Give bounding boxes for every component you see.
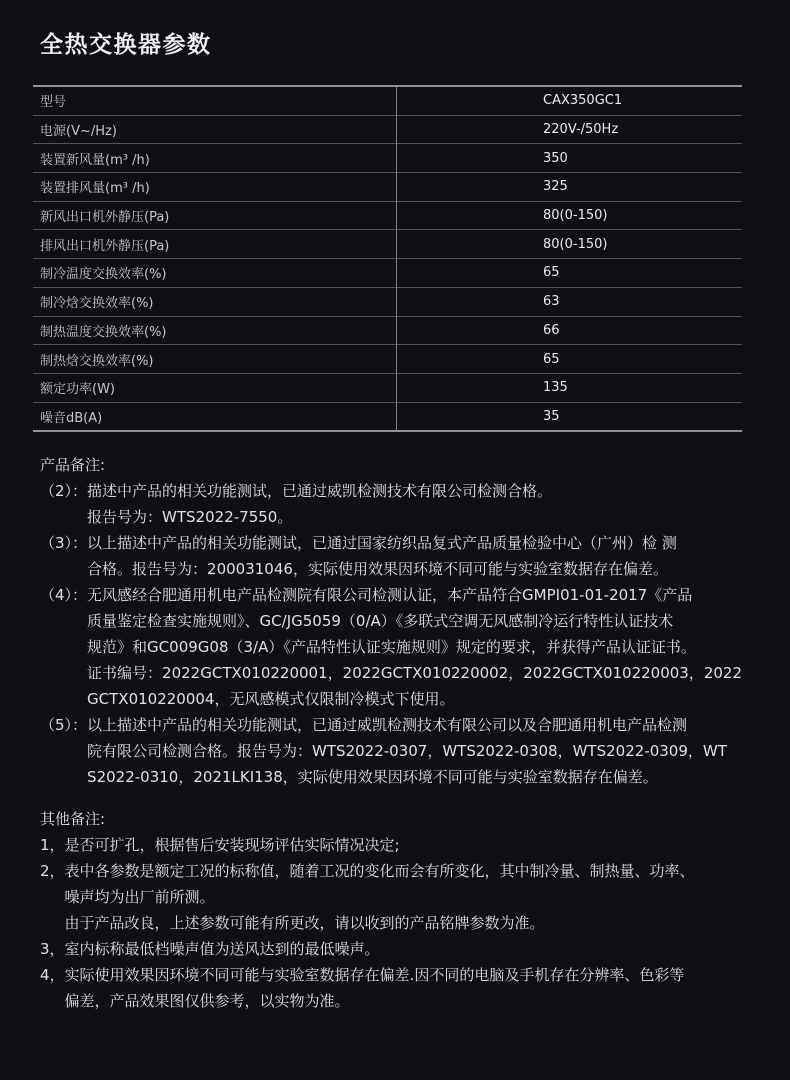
product-note-2 xyxy=(40,478,756,530)
note-number: 2， xyxy=(40,862,65,880)
spec-label: 排风出口机外静压(Pa) xyxy=(40,238,170,254)
note-line: 是否可扩孔，根据售后安装现场评估实际情况决定; xyxy=(64,836,400,854)
product-notes-section xyxy=(40,452,756,790)
note-line: 以上描述中产品的相关功能测试，已通过国家纺织品复式产品质量检验中心（广州）检 测 xyxy=(87,534,677,552)
note-number: 4， xyxy=(40,966,65,984)
spec-label: 制冷焓交换效率(%) xyxy=(40,296,154,312)
spec-value: 80(0-150) xyxy=(543,208,608,224)
note-line: 以上描述中产品的相关功能测试，已通过威凯检测技术有限公司以及合肥通用机电产品检测 xyxy=(87,716,688,734)
table-row xyxy=(33,403,742,431)
note-line: 实际使用效果因环境不同可能与实验室数据存在偏差.因不同的电脑及手机存在分辨率、色彩等 xyxy=(64,966,685,984)
product-note-4 xyxy=(40,582,756,712)
spec-value: 135 xyxy=(543,380,568,396)
table-row xyxy=(33,116,742,145)
table-row xyxy=(33,173,742,202)
spec-value: 325 xyxy=(543,179,568,195)
table-row xyxy=(33,317,742,346)
spec-label: 新风出口机外静压(Pa) xyxy=(40,210,170,226)
spec-label: 额定功率(W) xyxy=(40,382,115,398)
spec-value: 66 xyxy=(543,322,560,338)
spec-value: 65 xyxy=(543,351,560,367)
note-line: 噪声均为出厂前所测。 xyxy=(64,888,215,906)
note-number: （2）： xyxy=(40,482,88,500)
note-line: 由于产品改良，上述参数可能有所更改，请以收到的产品铭牌参数为准。 xyxy=(64,914,545,932)
table-row xyxy=(33,374,742,403)
table-row xyxy=(33,288,742,317)
note-line: S2022-0310，2021LKI138，实际使用效果因环境不同可能与实验室数据存在偏差。 xyxy=(87,768,658,786)
other-notes-heading: 其他备注: xyxy=(40,810,106,828)
note-line: 规范》和GC009G08（3/A）《产品特性认证实施规则》规定的要求，并获得产品认证证书。 xyxy=(87,638,696,656)
note-line: 无风感经合肥通用机电产品检测院有限公司检测认证，本产品符合GMPI01-01-2017《产品 xyxy=(87,586,693,604)
table-row xyxy=(33,345,742,374)
other-notes-section xyxy=(40,806,756,1014)
note-line: 质量鉴定检查实施规则》、GC/JG5059（0/A）《多联式空调无风感制冷运行特性认证技术 xyxy=(87,612,674,630)
spec-value: 350 xyxy=(543,150,568,166)
spec-value: 63 xyxy=(543,294,560,310)
table-row xyxy=(33,230,742,259)
spec-value: CAX350GC1 xyxy=(543,93,623,109)
product-notes-heading: 产品备注: xyxy=(40,456,106,474)
spec-value: 35 xyxy=(543,408,560,424)
table-row xyxy=(33,202,742,231)
spec-label: 装置新风量(m³ /h) xyxy=(40,152,150,168)
table-row xyxy=(33,144,742,173)
note-line: GCTX010220004，无风感模式仅限制冷模式下使用。 xyxy=(87,690,455,708)
spec-label: 型号 xyxy=(40,95,67,111)
other-note-3 xyxy=(40,936,756,962)
other-note-2 xyxy=(40,858,756,936)
spec-value: 80(0-150) xyxy=(543,236,608,252)
note-line: 表中各参数是额定工况的标称值，随着工况的变化而会有所变化，其中制冷量、制热量、功率、 xyxy=(64,862,695,880)
product-note-5 xyxy=(40,712,756,790)
other-note-1 xyxy=(40,832,756,858)
spec-value: 220V-/50Hz xyxy=(543,122,619,138)
page-title: 全热交换器参数 xyxy=(40,32,212,58)
table-row xyxy=(33,87,742,116)
note-number: 3， xyxy=(40,940,65,958)
spec-table xyxy=(33,85,742,432)
spec-label: 制冷温度交换效率(%) xyxy=(40,267,167,283)
spec-label: 制热焓交换效率(%) xyxy=(40,353,154,369)
spec-label: 装置排风量(m³ /h) xyxy=(40,181,150,197)
note-number: （5）： xyxy=(40,716,88,734)
other-note-4 xyxy=(40,962,756,1014)
spec-label: 制热温度交换效率(%) xyxy=(40,324,167,340)
note-line: 合格。报告号为：200031046，实际使用效果因环境不同可能与实验室数据存在偏差。 xyxy=(87,560,668,578)
note-line: 院有限公司检测合格。报告号为：WTS2022-0307，WTS2022-0308，WTS2022-0309，WT xyxy=(87,742,727,760)
note-line: 偏差，产品效果图仅供参考，以实物为准。 xyxy=(64,992,350,1010)
spec-value: 65 xyxy=(543,265,560,281)
note-line: 描述中产品的相关功能测试，已通过威凯检测技术有限公司检测合格。 xyxy=(87,482,553,500)
note-number: （4）： xyxy=(40,586,88,604)
note-line: 证书编号：2022GCTX010220001，2022GCTX010220002，2022GCTX010220003，2022 xyxy=(87,664,743,682)
note-number: 1， xyxy=(40,836,65,854)
table-row xyxy=(33,259,742,288)
spec-label: 电源(V~/Hz) xyxy=(40,124,117,140)
spec-label: 噪音dB(A) xyxy=(40,410,103,426)
note-line: 报告号为：WTS2022-7550。 xyxy=(87,508,293,526)
note-number: （3）： xyxy=(40,534,88,552)
note-line: 室内标称最低档噪声值为送风达到的最低噪声。 xyxy=(64,940,380,958)
product-note-3 xyxy=(40,530,756,582)
